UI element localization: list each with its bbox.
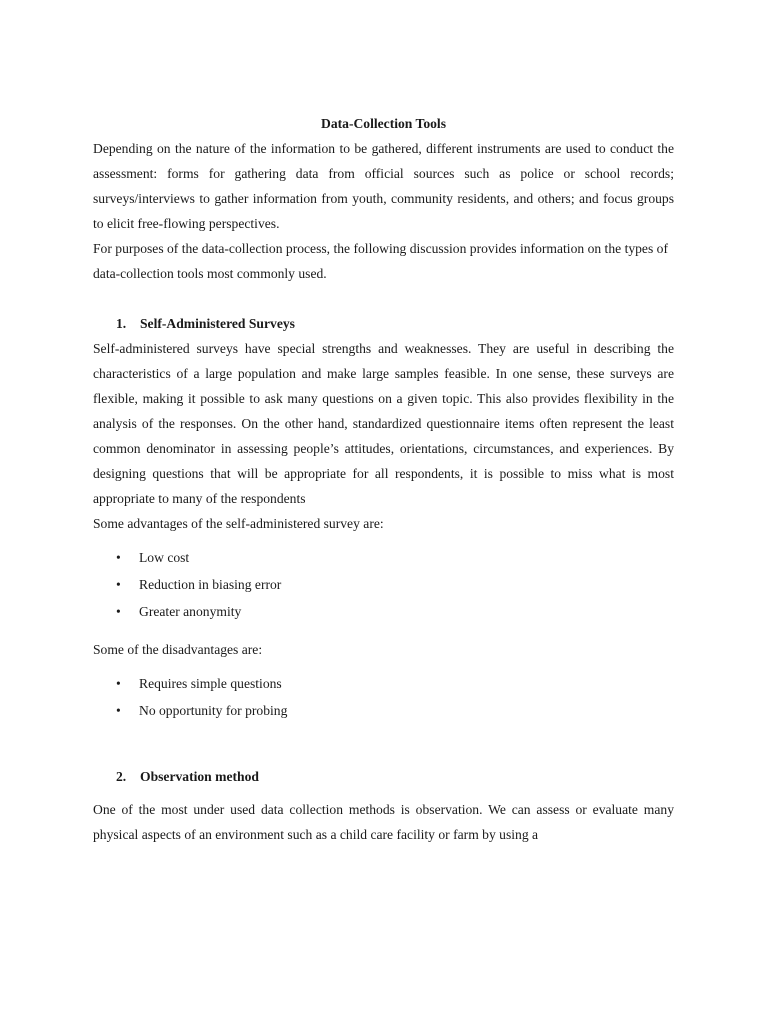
section-2-title: Observation method — [140, 769, 259, 784]
section-1-heading — [93, 311, 674, 336]
section-2-paragraph: One of the most under used data collection methods is observation. We can assess or evaluate many physical aspects of an environment such as a child care facility or farm by using a — [93, 802, 674, 842]
document-title: Data-Collection Tools — [321, 116, 446, 131]
advantages-intro: Some advantages of the self-administered survey are: — [93, 516, 384, 531]
disadvantages-list — [93, 670, 674, 724]
disadvantages-intro: Some of the disadvantages are: — [93, 642, 263, 657]
section-2-number: 2. — [116, 769, 127, 784]
list-item: • Greater anonymity — [93, 598, 674, 625]
section-2-heading — [93, 764, 674, 789]
section-1-number: 1. — [116, 316, 127, 331]
bullet-icon: • — [116, 676, 121, 691]
bullet-icon: • — [116, 604, 121, 619]
document-page — [93, 111, 674, 847]
section-1-paragraph: Self-administered surveys have special strengths and weaknesses. They are useful in describing the characteristics of a large population and make large samples feasible. In one sense, these surveys are flexible, making it possible to ask many questions on a given topic. This also provides flexibility in the analysis of the responses. On the other hand, standardized questionnaire items often represent the least common denominator in assessing people’s attitudes, orientations, circumstances, and experiences. By designing questions that will be appropriate for all respondents, it is possible to miss what is most appropriate to many of the respondents — [93, 341, 674, 506]
list-item: • Requires simple questions — [93, 670, 674, 697]
section-1-title: Self-Administered Surveys — [140, 316, 295, 331]
intro-paragraph-2: For purposes of the data-collection process, the following discussion provides information on the types of data-collection tools most commonly used. — [93, 241, 668, 281]
list-item: • Reduction in biasing error — [93, 571, 674, 598]
advantages-list — [93, 544, 674, 625]
bullet-icon: • — [116, 703, 121, 718]
list-item: • Low cost — [93, 544, 674, 571]
intro-paragraph-1: Depending on the nature of the information to be gathered, different instruments are used to conduct the assessment: forms for gathering data from official sources such as police or school records; surveys/interviews to gather information from youth, community residents, and others; and focus groups to elicit free-flowing perspectives. — [93, 141, 674, 231]
list-item: • No opportunity for probing — [93, 697, 674, 724]
bullet-icon: • — [116, 577, 121, 592]
bullet-icon: • — [116, 550, 121, 565]
